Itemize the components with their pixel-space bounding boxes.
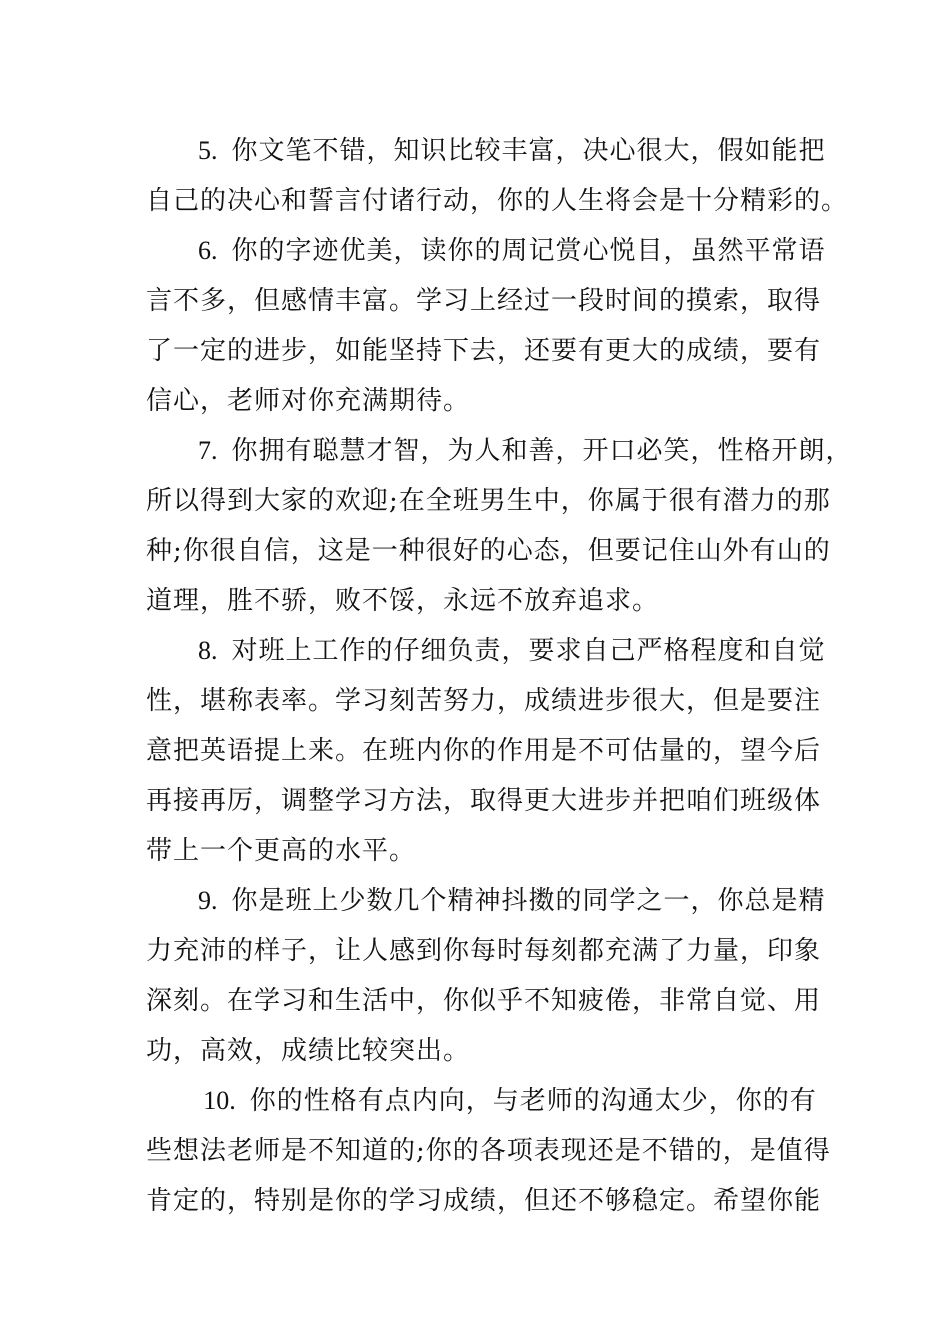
paragraph-line: 了一定的进步，如能坚持下去，还要有更大的成绩，要有 <box>146 336 822 366</box>
paragraph-10 <box>146 1076 831 1226</box>
item-number: 6. <box>198 236 218 265</box>
paragraph-line: 力充沛的样子，让人感到你每时每刻都充满了力量，印象 <box>146 936 822 966</box>
paragraph-line: 带上一个更高的水平。 <box>146 836 417 866</box>
paragraph-line: 意把英语提上来。在班内你的作用是不可估量的，望今后 <box>146 736 822 766</box>
paragraph-8 <box>146 626 826 876</box>
paragraph-line: 肯定的，特别是你的学习成绩，但还不够稳定。希望你能 <box>146 1186 822 1216</box>
item-number: 9. <box>198 886 218 915</box>
paragraph-line: 言不多，但感情丰富。学习上经过一段时间的摸索，取得 <box>146 286 822 316</box>
paragraph-7 <box>146 426 853 626</box>
paragraph-line: 6. 你的字迹优美，读你的周记赏心悦目，虽然平常语 <box>198 236 826 266</box>
paragraph-line: 所以得到大家的欢迎;在全班男生中，你属于很有潜力的那 <box>146 486 831 516</box>
paragraph-line: 些想法老师是不知道的;你的各项表现还是不错的，是值得 <box>146 1136 831 1166</box>
paragraph-line: 信心，老师对你充满期待。 <box>146 386 471 416</box>
paragraph-line: 5. 你文笔不错，知识比较丰富，决心很大，假如能把 <box>198 136 826 166</box>
item-number: 10. <box>203 1086 236 1115</box>
paragraph-line: 种;你很自信，这是一种很好的心态，但要记住山外有山的 <box>146 536 831 566</box>
paragraph-line: 8. 对班上工作的仔细负责，要求自己严格程度和自觉 <box>198 636 826 666</box>
item-number: 7. <box>198 436 218 465</box>
paragraph-line: 再接再厉，调整学习方法，取得更大进步并把咱们班级体 <box>146 786 822 816</box>
paragraph-line: 9. 你是班上少数几个精神抖擞的同学之一，你总是精 <box>198 886 826 916</box>
paragraph-line: 性，堪称表率。学习刻苦努力，成绩进步很大，但是要注 <box>146 686 822 716</box>
paragraph-line: 功，高效，成绩比较突出。 <box>146 1036 471 1066</box>
paragraph-line: 10. 你的性格有点内向，与老师的沟通太少，你的有 <box>203 1086 817 1116</box>
paragraph-5 <box>146 126 849 226</box>
paragraph-line: 自己的决心和誓言付诸行动，你的人生将会是十分精彩的。 <box>146 186 849 216</box>
paragraph-line: 7. 你拥有聪慧才智，为人和善，开口必笑，性格开朗， <box>198 436 853 466</box>
paragraph-line: 道理，胜不骄，败不馁，永远不放弃追求。 <box>146 586 660 616</box>
paragraph-line: 深刻。在学习和生活中，你似乎不知疲倦，非常自觉、用 <box>146 986 822 1016</box>
document-body <box>146 126 853 1226</box>
paragraph-9 <box>146 876 826 1076</box>
paragraph-6 <box>146 226 826 426</box>
item-number: 5. <box>198 136 218 165</box>
item-number: 8. <box>198 636 218 665</box>
